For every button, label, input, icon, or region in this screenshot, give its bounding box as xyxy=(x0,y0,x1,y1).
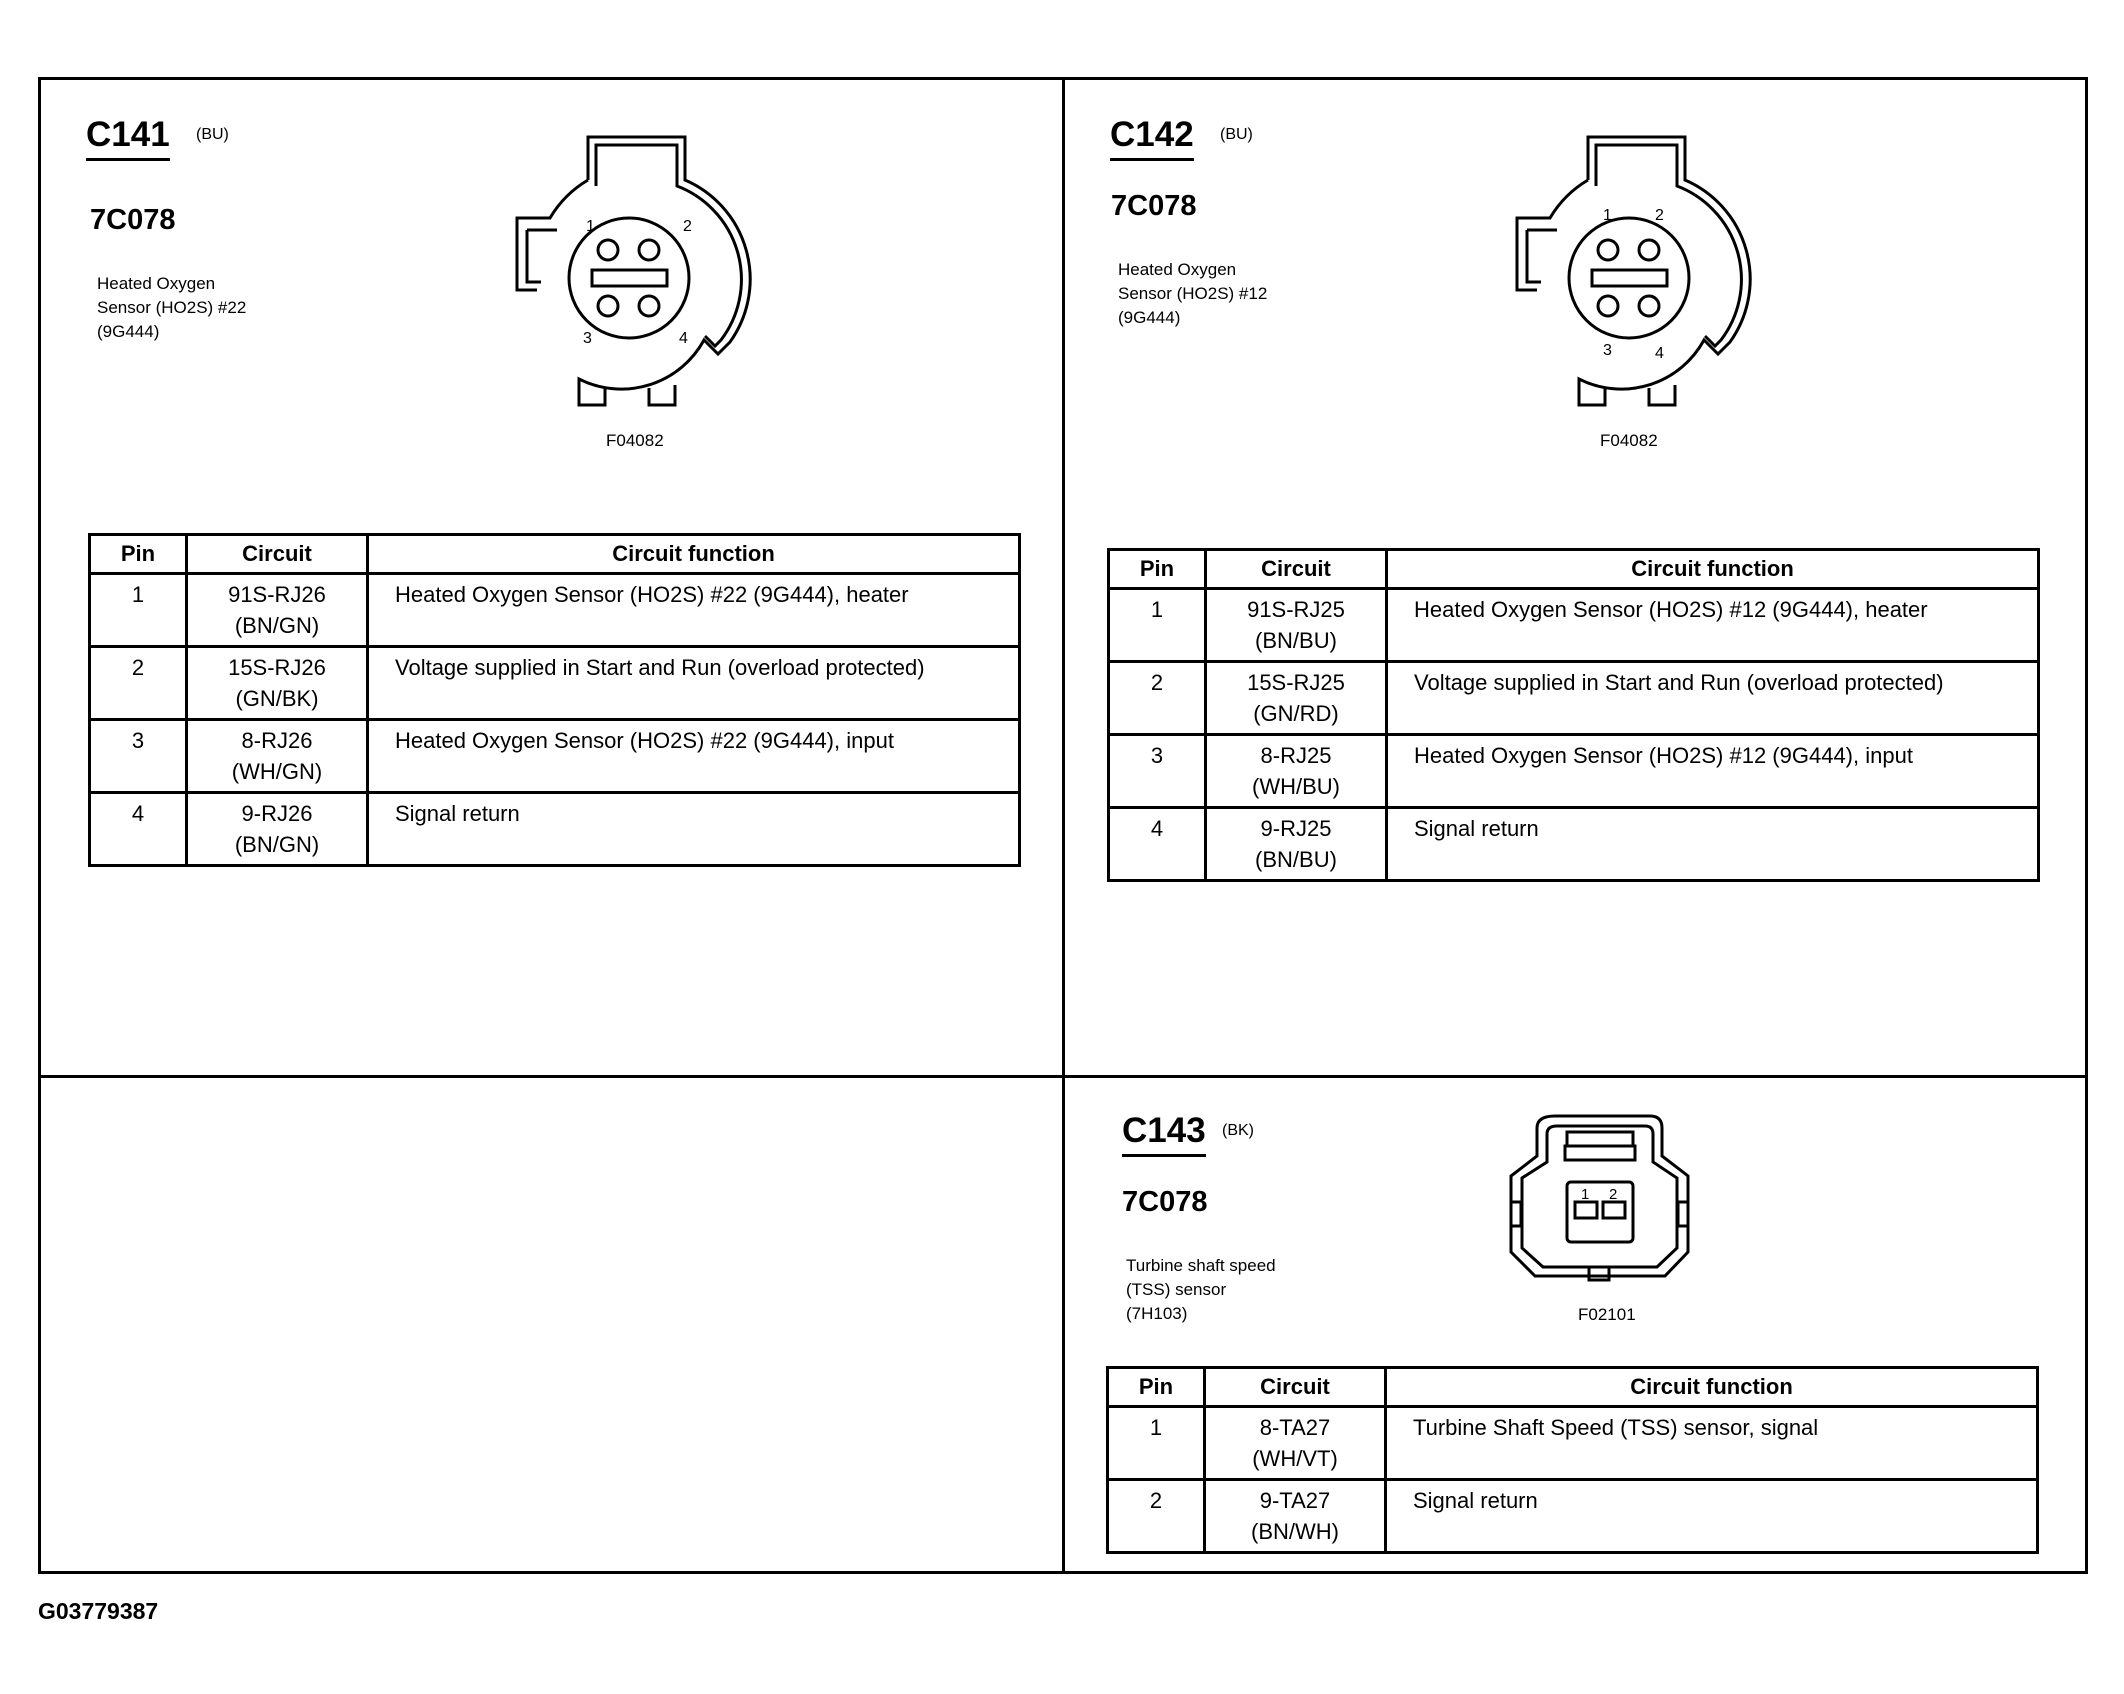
pin-label: 1 xyxy=(1603,207,1612,224)
header-pin: Pin xyxy=(1108,1368,1205,1407)
cell-circuit: 9-TA27 (BN/WH) xyxy=(1205,1480,1386,1553)
cell-pin: 3 xyxy=(1109,735,1206,808)
connector-description: Heated Oxygen Sensor (HO2S) #12 (9G444) xyxy=(1118,260,1268,327)
pin-label: 1 xyxy=(586,218,595,235)
cell-function: Signal return xyxy=(1387,808,2039,881)
table-header-row xyxy=(90,535,1020,574)
header-circuit: Circuit xyxy=(1206,550,1387,589)
figure-code: F02101 xyxy=(1578,1305,1636,1324)
pin-label: 4 xyxy=(679,330,688,347)
header-pin: Pin xyxy=(1109,550,1206,589)
part-number: 7C078 xyxy=(90,204,176,236)
table-row xyxy=(1109,735,2039,808)
cell-function: Signal return xyxy=(1386,1480,2038,1553)
cell-function: Voltage supplied in Start and Run (overload protected) xyxy=(368,647,1020,720)
cell-circuit: 9-RJ26 (BN/GN) xyxy=(187,793,368,866)
connector-description: Heated Oxygen Sensor (HO2S) #22 (9G444) xyxy=(97,274,247,341)
part-number: 7C078 xyxy=(1111,190,1197,222)
table-row xyxy=(90,720,1020,793)
cell-pin: 3 xyxy=(90,720,187,793)
table-row xyxy=(1109,589,2039,662)
cell-circuit: 8-RJ26 (WH/GN) xyxy=(187,720,368,793)
cell-pin: 1 xyxy=(1108,1407,1205,1480)
cell-circuit: 9-RJ25 (BN/BU) xyxy=(1206,808,1387,881)
pin-label: 2 xyxy=(1655,207,1664,224)
table-row xyxy=(1108,1407,2038,1480)
tss-connector-face-c143 xyxy=(1505,1112,1695,1292)
cell-circuit: 8-TA27 (WH/VT) xyxy=(1205,1407,1386,1480)
sensor-connector-face-c141 xyxy=(505,130,755,410)
connector-color: (BU) xyxy=(1220,126,1253,143)
panel-divider-vertical xyxy=(1062,77,1065,1574)
header-pin: Pin xyxy=(90,535,187,574)
pinout-table-c141 xyxy=(88,533,1021,867)
header-function: Circuit function xyxy=(368,535,1020,574)
cell-pin: 2 xyxy=(1108,1480,1205,1553)
cell-function: Heated Oxygen Sensor (HO2S) #12 (9G444), heater xyxy=(1387,589,2039,662)
cell-circuit: 91S-RJ25 (BN/BU) xyxy=(1206,589,1387,662)
cell-pin: 1 xyxy=(90,574,187,647)
pin-label: 4 xyxy=(1655,345,1664,362)
sensor-connector-face-c142 xyxy=(1505,130,1755,410)
pin-label: 3 xyxy=(1603,342,1612,359)
figure-code: F04082 xyxy=(606,431,664,450)
cell-function: Signal return xyxy=(368,793,1020,866)
diagram-code: G03779387 xyxy=(38,1598,159,1624)
pinout-table-c143 xyxy=(1106,1366,2039,1554)
pin-label: 2 xyxy=(683,218,692,235)
header-circuit: Circuit xyxy=(187,535,368,574)
table-row xyxy=(90,647,1020,720)
cell-pin: 4 xyxy=(1109,808,1206,881)
cell-pin: 2 xyxy=(90,647,187,720)
connector-description: Turbine shaft speed (TSS) sensor (7H103) xyxy=(1126,1256,1276,1323)
pin-label: 1 xyxy=(1581,1186,1590,1203)
cell-circuit: 15S-RJ25 (GN/RD) xyxy=(1206,662,1387,735)
connector-id: C141 xyxy=(86,117,170,161)
table-row xyxy=(1108,1480,2038,1553)
header-circuit: Circuit xyxy=(1205,1368,1386,1407)
cell-pin: 1 xyxy=(1109,589,1206,662)
panel-divider-horizontal xyxy=(38,1075,2088,1078)
part-number: 7C078 xyxy=(1122,1186,1208,1218)
connector-id: C142 xyxy=(1110,117,1194,161)
cell-function: Heated Oxygen Sensor (HO2S) #22 (9G444), input xyxy=(368,720,1020,793)
figure-code: F04082 xyxy=(1600,431,1658,450)
connector-id: C143 xyxy=(1122,1113,1206,1157)
table-header-row xyxy=(1109,550,2039,589)
header-function: Circuit function xyxy=(1386,1368,2038,1407)
cell-function: Heated Oxygen Sensor (HO2S) #22 (9G444), heater xyxy=(368,574,1020,647)
cell-pin: 4 xyxy=(90,793,187,866)
cell-circuit: 91S-RJ26 (BN/GN) xyxy=(187,574,368,647)
pinout-table-c142 xyxy=(1107,548,2040,882)
cell-function: Turbine Shaft Speed (TSS) sensor, signal xyxy=(1386,1407,2038,1480)
cell-pin: 2 xyxy=(1109,662,1206,735)
cell-circuit: 15S-RJ26 (GN/BK) xyxy=(187,647,368,720)
connector-color: (BU) xyxy=(196,126,229,143)
connector-color: (BK) xyxy=(1222,1122,1254,1139)
cell-function: Voltage supplied in Start and Run (overload protected) xyxy=(1387,662,2039,735)
table-row xyxy=(1109,662,2039,735)
cell-function: Heated Oxygen Sensor (HO2S) #12 (9G444), input xyxy=(1387,735,2039,808)
table-row xyxy=(90,793,1020,866)
header-function: Circuit function xyxy=(1387,550,2039,589)
table-row xyxy=(1109,808,2039,881)
cell-circuit: 8-RJ25 (WH/BU) xyxy=(1206,735,1387,808)
table-row xyxy=(90,574,1020,647)
pin-label: 2 xyxy=(1609,1186,1618,1203)
pin-label: 3 xyxy=(583,330,592,347)
table-header-row xyxy=(1108,1368,2038,1407)
